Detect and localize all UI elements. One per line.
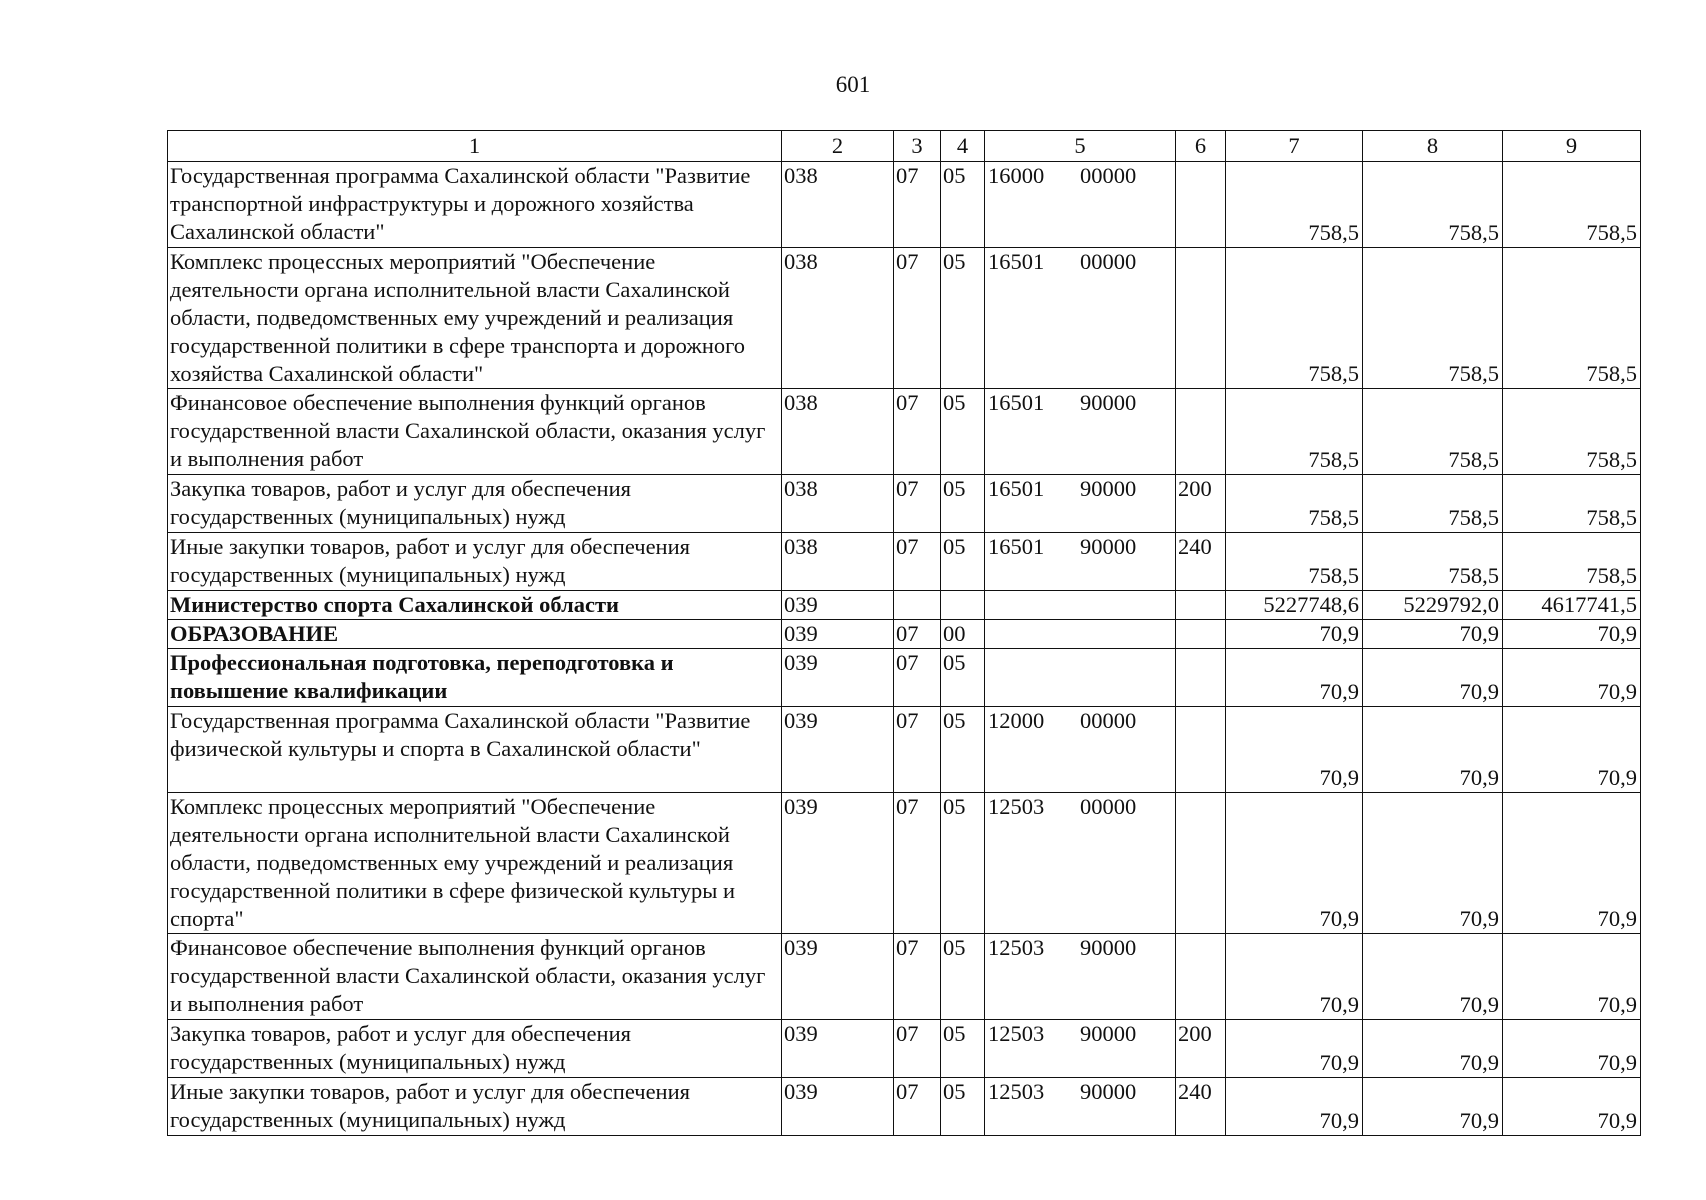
row-name-cell: ОБРАЗОВАНИЕ: [168, 620, 782, 649]
expense-type-cell: 240: [1176, 1078, 1226, 1136]
expense-type-cell: 200: [1176, 1020, 1226, 1078]
section-code-cell: [894, 591, 941, 620]
target-article-direction-code: 90000: [1080, 476, 1137, 501]
target-article-cell: [985, 389, 1176, 475]
target-article-cell: [985, 793, 1176, 934]
target-article-cell: [985, 248, 1176, 389]
target-article-cell: [985, 1020, 1176, 1078]
header-cell-5: 5: [985, 131, 1176, 162]
target-article-cell: [985, 620, 1176, 649]
header-cell-4: 4: [941, 131, 985, 162]
section-code-cell: 07: [894, 620, 941, 649]
amount-year-2-cell: 70,9: [1363, 793, 1503, 934]
target-article-direction-code: 90000: [1080, 1021, 1137, 1046]
section-code-cell: 07: [894, 162, 941, 248]
target-article-direction-code: 00000: [1080, 163, 1137, 188]
row-name-cell: Финансовое обеспечение выполнения функций органов государственной власти Сахалинской области, оказания услуг и выполнения работ: [168, 389, 782, 475]
row-name-cell: Иные закупки товаров, работ и услуг для обеспечения государственных (муниципальных) нужд: [168, 1078, 782, 1136]
amount-year-2-cell: 70,9: [1363, 934, 1503, 1020]
expense-type-cell: [1176, 707, 1226, 793]
target-article-direction-code: 90000: [1080, 390, 1137, 415]
amount-year-3-cell: 758,5: [1503, 389, 1641, 475]
header-cell-7: 7: [1226, 131, 1363, 162]
target-article-program-code: 12503: [988, 794, 1045, 819]
row-name-cell: Профессиональная подготовка, переподготовка и повышение квалификации: [168, 649, 782, 707]
row-name-cell: Закупка товаров, работ и услуг для обеспечения государственных (муниципальных) нужд: [168, 475, 782, 533]
amount-year-1-cell: 5227748,6: [1226, 591, 1363, 620]
target-article-program-code: 16501: [988, 390, 1045, 415]
amount-year-3-cell: 758,5: [1503, 162, 1641, 248]
amount-year-2-cell: 70,9: [1363, 707, 1503, 793]
amount-year-1-cell: 758,5: [1226, 389, 1363, 475]
target-article-program-code: 12503: [988, 935, 1045, 960]
section-code-cell: 07: [894, 793, 941, 934]
header-cell-6: 6: [1176, 131, 1226, 162]
target-article-cell: [985, 934, 1176, 1020]
subsection-code-cell: 05: [941, 475, 985, 533]
admin-code-cell: 039: [782, 591, 894, 620]
amount-year-3-cell: 70,9: [1503, 707, 1641, 793]
amount-year-2-cell: 70,9: [1363, 620, 1503, 649]
target-article-direction-code: 00000: [1080, 249, 1137, 274]
admin-code-cell: 038: [782, 475, 894, 533]
amount-year-3-cell: 70,9: [1503, 793, 1641, 934]
amount-year-1-cell: 70,9: [1226, 1020, 1363, 1078]
subsection-code-cell: 05: [941, 649, 985, 707]
amount-year-1-cell: 70,9: [1226, 620, 1363, 649]
page-number: 601: [835, 72, 871, 97]
amount-year-3-cell: 758,5: [1503, 248, 1641, 389]
amount-year-3-cell: 70,9: [1503, 1020, 1641, 1078]
subsection-code-cell: [941, 591, 985, 620]
amount-year-2-cell: 70,9: [1363, 1078, 1503, 1136]
amount-year-1-cell: 70,9: [1226, 934, 1363, 1020]
row-name-cell: Министерство спорта Сахалинской области: [168, 591, 782, 620]
admin-code-cell: 038: [782, 389, 894, 475]
table-row: [168, 1020, 1641, 1078]
target-article-direction-code: 00000: [1080, 794, 1137, 819]
section-code-cell: 07: [894, 1078, 941, 1136]
target-article-direction-code: 90000: [1080, 1079, 1137, 1104]
table-row: [168, 1078, 1641, 1136]
target-article-program-code: 12503: [988, 1021, 1045, 1046]
expense-type-cell: 240: [1176, 533, 1226, 591]
section-code-cell: 07: [894, 248, 941, 389]
amount-year-2-cell: 758,5: [1363, 533, 1503, 591]
column-number-header-row: [168, 131, 1641, 162]
target-article-program-code: 12000: [988, 708, 1045, 733]
subsection-code-cell: 05: [941, 389, 985, 475]
row-name-cell: Финансовое обеспечение выполнения функций органов государственной власти Сахалинской области, оказания услуг и выполнения работ: [168, 934, 782, 1020]
target-article-direction-code: 90000: [1080, 935, 1137, 960]
header-cell-1: 1: [168, 131, 782, 162]
target-article-program-code: 12503: [988, 1079, 1045, 1104]
amount-year-1-cell: 70,9: [1226, 1078, 1363, 1136]
target-article-cell: [985, 649, 1176, 707]
section-code-cell: 07: [894, 389, 941, 475]
header-cell-8: 8: [1363, 131, 1503, 162]
amount-year-3-cell: 70,9: [1503, 934, 1641, 1020]
target-article-direction-code: 90000: [1080, 534, 1137, 559]
admin-code-cell: 039: [782, 1078, 894, 1136]
section-code-cell: 07: [894, 707, 941, 793]
subsection-code-cell: 05: [941, 1020, 985, 1078]
section-code-cell: 07: [894, 934, 941, 1020]
admin-code-cell: 038: [782, 533, 894, 591]
amount-year-3-cell: 70,9: [1503, 649, 1641, 707]
amount-year-1-cell: 70,9: [1226, 707, 1363, 793]
admin-code-cell: 039: [782, 620, 894, 649]
section-code-cell: 07: [894, 1020, 941, 1078]
expense-type-cell: [1176, 649, 1226, 707]
expense-type-cell: [1176, 248, 1226, 389]
amount-year-3-cell: 70,9: [1503, 620, 1641, 649]
target-article-cell: [985, 1078, 1176, 1136]
target-article-program-code: 16000: [988, 163, 1045, 188]
subsection-code-cell: 00: [941, 620, 985, 649]
amount-year-2-cell: 5229792,0: [1363, 591, 1503, 620]
admin-code-cell: 039: [782, 1020, 894, 1078]
table-row: [168, 533, 1641, 591]
table-row: [168, 707, 1641, 793]
table-row: [168, 934, 1641, 1020]
subsection-code-cell: 05: [941, 248, 985, 389]
section-code-cell: 07: [894, 533, 941, 591]
expense-type-cell: [1176, 934, 1226, 1020]
admin-code-cell: 039: [782, 707, 894, 793]
subsection-code-cell: 05: [941, 934, 985, 1020]
table-row: [168, 475, 1641, 533]
row-name-cell: Комплекс процессных мероприятий "Обеспечение деятельности органа исполнительной власти Сахалинской области, подведомственных ему учреждений и реализация государственной политики в сфере физической культуры и спорта": [168, 793, 782, 934]
amount-year-3-cell: 4617741,5: [1503, 591, 1641, 620]
subsection-code-cell: 05: [941, 162, 985, 248]
target-article-cell: [985, 707, 1176, 793]
expense-type-cell: 200: [1176, 475, 1226, 533]
table-row: [168, 620, 1641, 649]
budget-table: [167, 130, 1641, 1136]
expense-type-cell: [1176, 591, 1226, 620]
amount-year-2-cell: 758,5: [1363, 162, 1503, 248]
admin-code-cell: 038: [782, 248, 894, 389]
table-row: [168, 248, 1641, 389]
amount-year-2-cell: 758,5: [1363, 248, 1503, 389]
target-article-program-code: 16501: [988, 476, 1045, 501]
expense-type-cell: [1176, 162, 1226, 248]
target-article-cell: [985, 533, 1176, 591]
table-row: [168, 162, 1641, 248]
admin-code-cell: 039: [782, 649, 894, 707]
amount-year-3-cell: 758,5: [1503, 475, 1641, 533]
section-code-cell: 07: [894, 649, 941, 707]
header-cell-9: 9: [1503, 131, 1641, 162]
amount-year-2-cell: 70,9: [1363, 649, 1503, 707]
header-cell-2: 2: [782, 131, 894, 162]
table-row: [168, 649, 1641, 707]
amount-year-3-cell: 70,9: [1503, 1078, 1641, 1136]
amount-year-2-cell: 758,5: [1363, 389, 1503, 475]
admin-code-cell: 039: [782, 793, 894, 934]
amount-year-1-cell: 758,5: [1226, 162, 1363, 248]
target-article-cell: [985, 162, 1176, 248]
subsection-code-cell: 05: [941, 533, 985, 591]
expense-type-cell: [1176, 389, 1226, 475]
subsection-code-cell: 05: [941, 793, 985, 934]
amount-year-3-cell: 758,5: [1503, 533, 1641, 591]
expense-type-cell: [1176, 793, 1226, 934]
table-row: [168, 591, 1641, 620]
header-cell-3: 3: [894, 131, 941, 162]
expense-type-cell: [1176, 620, 1226, 649]
row-name-cell: Закупка товаров, работ и услуг для обеспечения государственных (муниципальных) нужд: [168, 1020, 782, 1078]
target-article-program-code: 16501: [988, 249, 1045, 274]
amount-year-1-cell: 70,9: [1226, 793, 1363, 934]
amount-year-1-cell: 70,9: [1226, 649, 1363, 707]
row-name-cell: Государственная программа Сахалинской области "Развитие физической культуры и спорта в Сахалинской области": [168, 707, 782, 793]
target-article-program-code: 16501: [988, 534, 1045, 559]
row-name-cell: Комплекс процессных мероприятий "Обеспечение деятельности органа исполнительной власти Сахалинской области, подведомственных ему учреждений и реализация государственной политики в сфере транспорта и дорожного хозяйства Сахалинской области": [168, 248, 782, 389]
target-article-direction-code: 00000: [1080, 708, 1137, 733]
amount-year-2-cell: 70,9: [1363, 1020, 1503, 1078]
subsection-code-cell: 05: [941, 1078, 985, 1136]
target-article-cell: [985, 475, 1176, 533]
table-row: [168, 793, 1641, 934]
section-code-cell: 07: [894, 475, 941, 533]
amount-year-1-cell: 758,5: [1226, 475, 1363, 533]
admin-code-cell: 039: [782, 934, 894, 1020]
admin-code-cell: 038: [782, 162, 894, 248]
amount-year-1-cell: 758,5: [1226, 533, 1363, 591]
amount-year-1-cell: 758,5: [1226, 248, 1363, 389]
amount-year-2-cell: 758,5: [1363, 475, 1503, 533]
row-name-cell: Иные закупки товаров, работ и услуг для обеспечения государственных (муниципальных) нужд: [168, 533, 782, 591]
subsection-code-cell: 05: [941, 707, 985, 793]
table-row: [168, 389, 1641, 475]
row-name-cell: Государственная программа Сахалинской области "Развитие транспортной инфраструктуры и дорожного хозяйства Сахалинской области": [168, 162, 782, 248]
target-article-cell: [985, 591, 1176, 620]
